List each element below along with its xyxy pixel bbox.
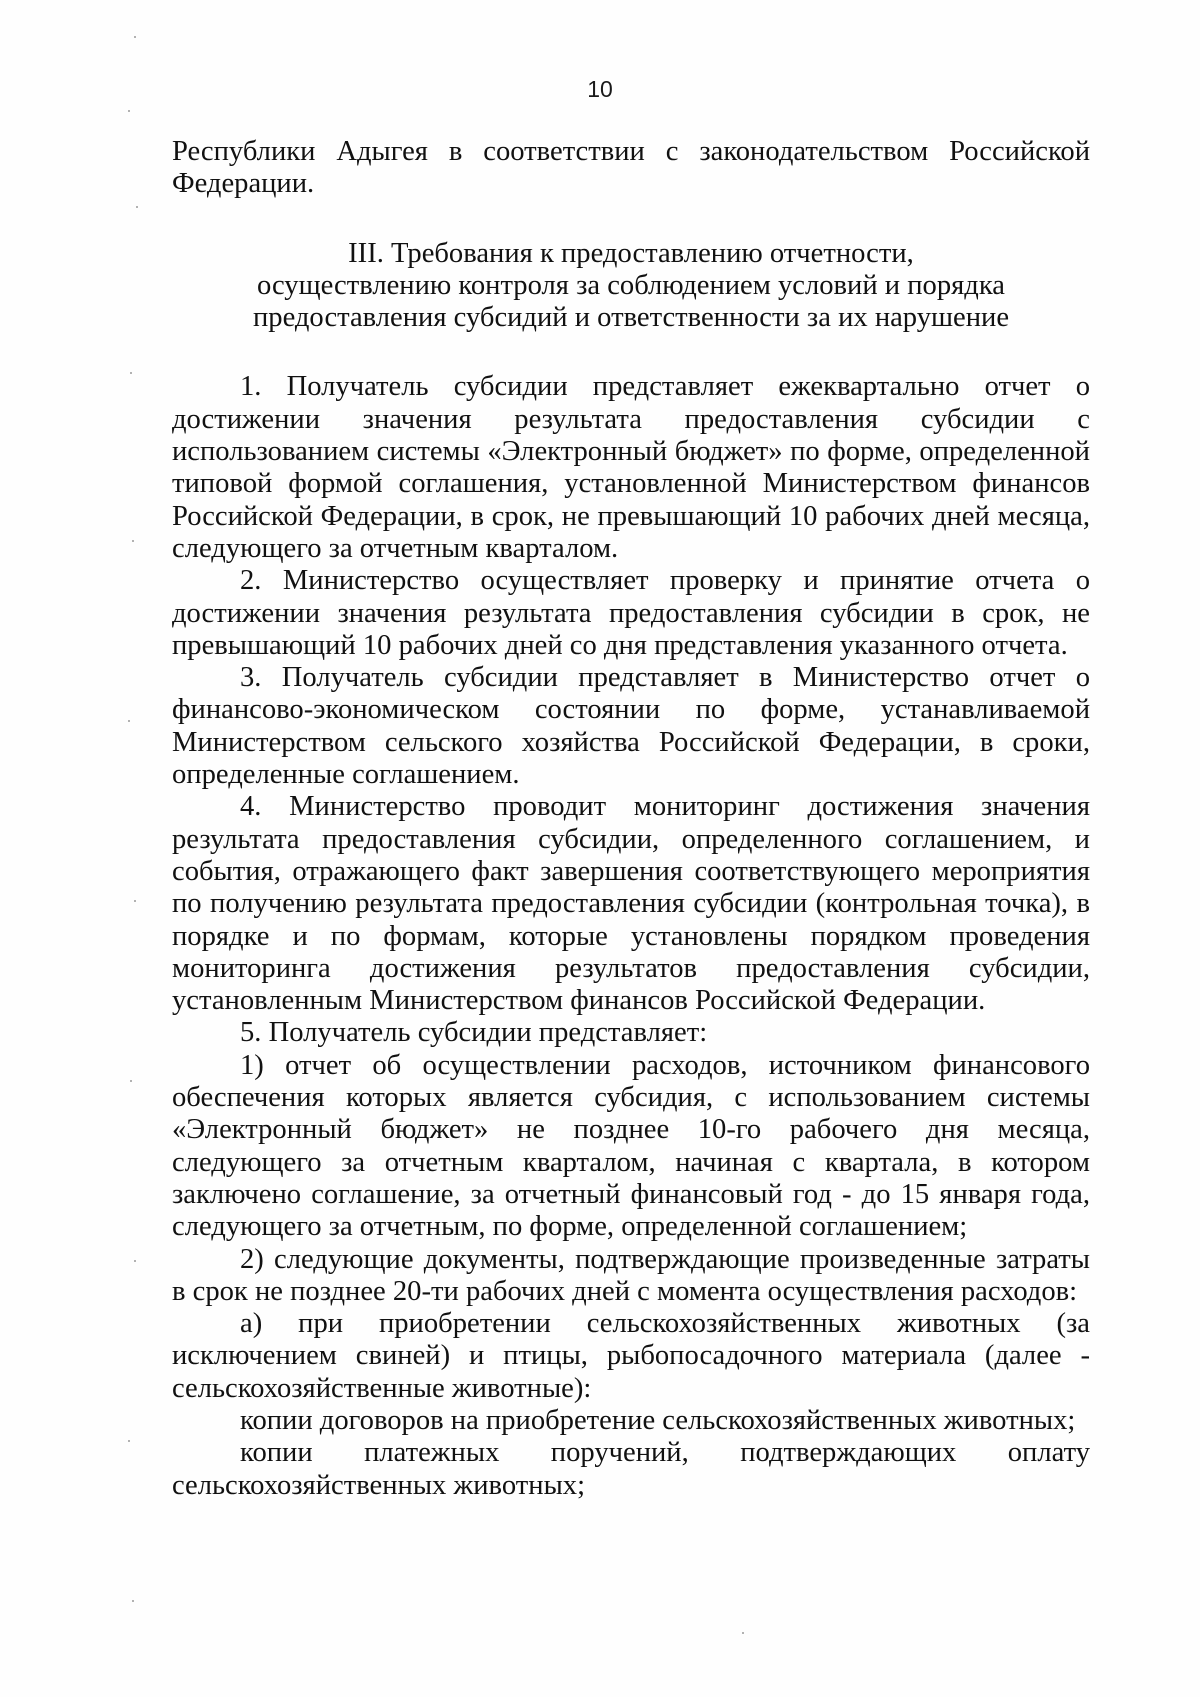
paragraph-3: 3. Получатель субсидии представляет в Министерство отчет о финансово-экономическом состоянии по форме, устанавливаемой Министерством сельского хозяйства Российской Федерации, в сроки, определенные соглашением. [172,662,1090,791]
page-number: 10 [587,76,613,102]
scan-speck [132,1600,134,1602]
document-body [172,136,1090,1502]
intro-paragraph: Республики Адыгея в соответствии с законодательством Российской Федерации. [172,136,1090,200]
section-heading-line-3: предоставления субсидий и ответственности за их нарушение [252,302,1010,334]
scan-speck [128,110,130,112]
section-heading [172,238,1090,335]
paragraph-5-item-2a: а) при приобретении сельскохозяйственных животных (за исключением свиней) и птицы, рыбопосадочного материала (далее - сельскохозяйственные животные): [172,1308,1090,1404]
paragraph-5: 5. Получатель субсидии представляет: [240,1017,708,1049]
scan-speck [130,372,132,374]
scan-speck [128,1440,130,1442]
scan-speck [136,206,138,208]
section-heading-line-1: III. Требования к предоставлению отчетности, [348,237,914,269]
paragraph-1: 1. Получатель субсидии представляет ежеквартально отчет о достижении значения результата предоставления субсидии с использованием системы «Электронный бюджет» по форме, определенной типовой формой соглашения, установленной Министерством финансов Российской Федерации, в срок, не превышающий 10 рабочих дней месяца, следующего за отчетным кварталом. [172,371,1090,564]
scan-speck [742,1632,744,1634]
scan-speck [134,900,136,902]
scan-speck [132,540,134,542]
paragraph-2: 2. Министерство осуществляет проверку и принятие отчета о достижении значения результата предоставления субсидии в срок, не превышающий 10 рабочих дней со дня представления указанного отчета. [172,565,1090,661]
paragraph-5-item-2a-2: копии платежных поручений, подтверждающих оплату сельскохозяйственных животных; [172,1437,1090,1501]
scan-speck [128,720,130,722]
section-heading-line-2: осуществлению контроля за соблюдением условий и порядка [256,269,1006,301]
paragraph-5-item-1: 1) отчет об осуществлении расходов, источником финансового обеспечения которых является субсидия, с использованием системы «Электронный бюджет» не позднее 10-го рабочего дня месяца, следующего за отчетным кварталом, начиная с квартала, в котором заключено соглашение, за отчетный финансовый год - до 15 января года, следующего за отчетным, по форме, определенной соглашением; [172,1049,1090,1243]
scan-speck [134,36,136,38]
scan-speck [134,1260,136,1262]
paragraph-4: 4. Министерство проводит мониторинг достижения значения результата предоставления субсидии, определенного соглашением, и события, отражающего факт завершения соответствующего мероприятия по получению результата предоставления субсидии (контрольная точка), в порядке и по формам, которые установлены порядком проведения мониторинга достижения результатов предоставления субсидии, установленным Министерством финансов Российской Федерации. [172,791,1090,1017]
paragraph-5-item-2: 2) следующие документы, подтверждающие произведенные затраты в срок не позднее 20-ти рабочих дней с момента осуществления расходов: [172,1243,1090,1307]
scan-speck [130,1080,132,1082]
paragraph-5-item-2a-1: копии договоров на приобретение сельскохозяйственных животных; [240,1404,1076,1436]
